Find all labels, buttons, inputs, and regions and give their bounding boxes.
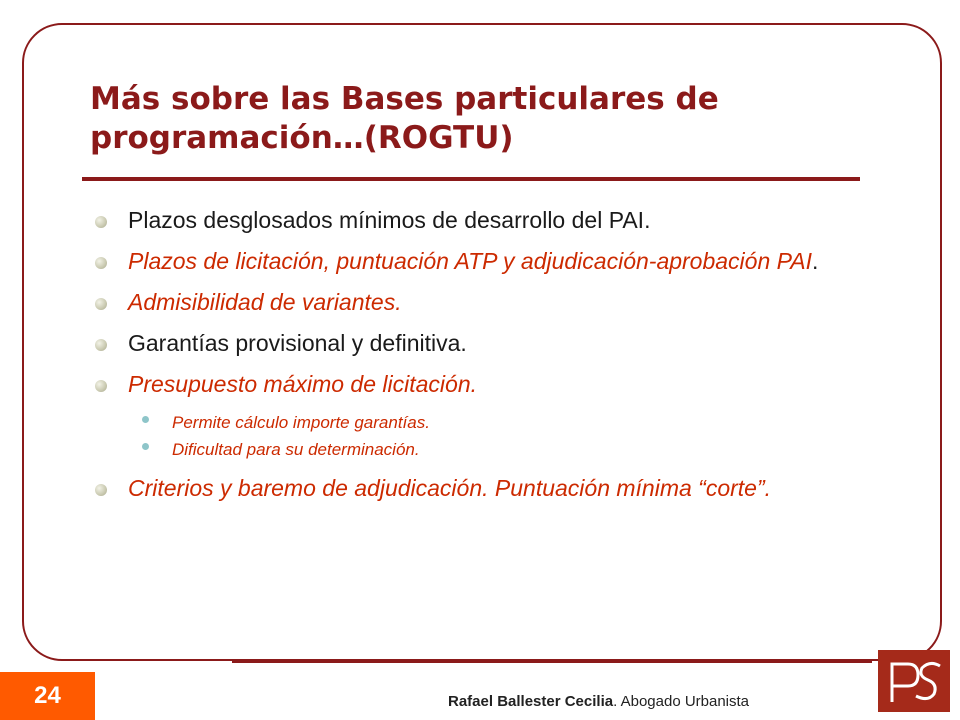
page-number: 24 <box>34 682 61 709</box>
bullet-list <box>90 205 880 514</box>
bullet-text: Criterios y baremo de adjudicación. Puntuación mínima “corte”. <box>128 475 772 501</box>
ps-logo-mark <box>878 650 950 712</box>
page-number-badge <box>0 672 95 720</box>
sub-bullet-text: Permite cálculo importe garantías. <box>172 413 430 432</box>
sub-bullet-dot-icon <box>142 416 149 423</box>
sub-bullet-item <box>90 410 880 436</box>
sub-bullet-text: Dificultad para su determinación. <box>172 440 420 459</box>
author-title: . Abogado Urbanista <box>613 693 750 710</box>
bullet-item <box>90 205 880 236</box>
bullet-item <box>90 287 880 318</box>
bullet-dot-icon <box>95 298 107 310</box>
bullet-text: Garantías provisional y definitiva. <box>128 330 467 356</box>
bullet-dot-icon <box>95 484 107 496</box>
title-line-2: programación…(ROGTU) <box>90 120 514 156</box>
slide-title <box>90 80 870 158</box>
bullet-text: Plazos desglosados mínimos de desarrollo del PAI. <box>128 207 651 233</box>
bullet-item <box>90 246 880 277</box>
bullet-dot-icon <box>95 339 107 351</box>
ps-logo-icon <box>878 650 950 712</box>
sub-bullet-dot-icon <box>142 443 149 450</box>
title-line-1: Más sobre las Bases particulares de <box>90 81 719 117</box>
bullet-item <box>90 328 880 359</box>
bullet-dot-icon <box>95 216 107 228</box>
bullet-suffix: . <box>812 248 819 274</box>
footer-divider <box>232 661 872 663</box>
bullet-text: Plazos de licitación, puntuación ATP y adjudicación-aprobación PAI <box>128 248 813 274</box>
footer-credit <box>448 693 749 710</box>
author-name: Rafael Ballester Cecilia <box>448 693 614 710</box>
bullet-dot-icon <box>95 380 107 392</box>
bullet-item <box>90 369 880 400</box>
bullet-dot-icon <box>95 257 107 269</box>
sub-bullet-item <box>90 437 880 463</box>
bullet-text: Presupuesto máximo de licitación. <box>128 371 477 397</box>
bullet-text: Admisibilidad de variantes. <box>128 289 402 315</box>
title-underline <box>82 177 860 181</box>
bullet-item <box>90 473 880 504</box>
